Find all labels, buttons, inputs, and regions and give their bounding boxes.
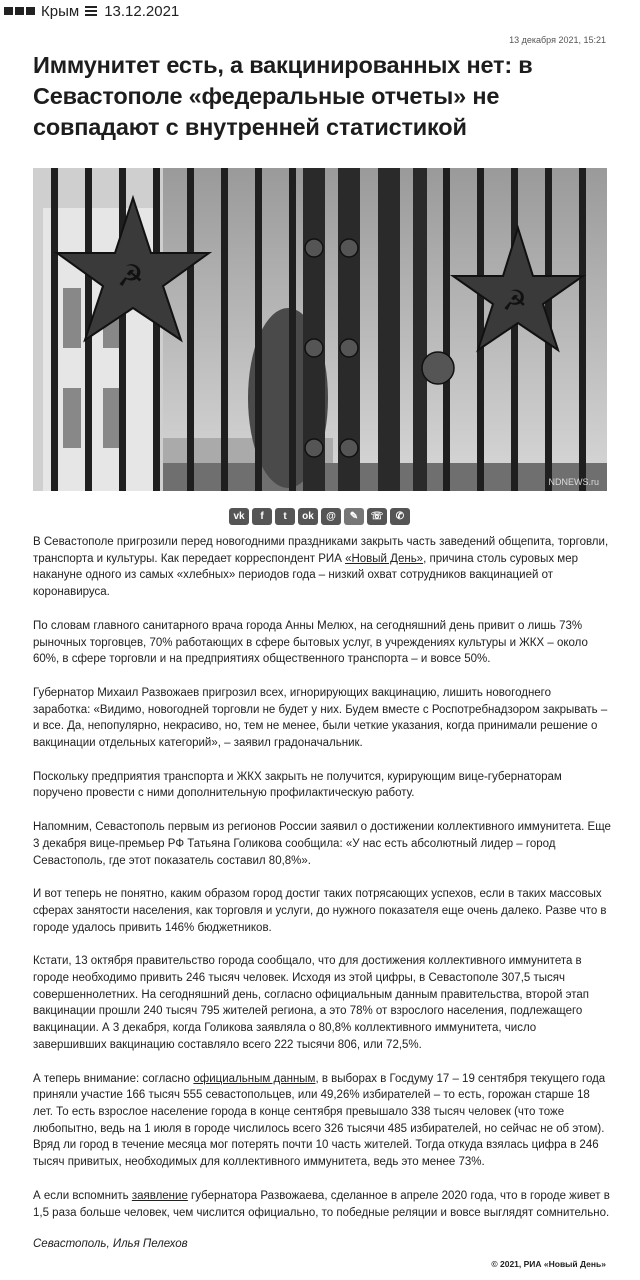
article-title: Иммунитет есть, а вакцинированных нет: в Севастополе «федеральные отчеты» не совпадают с внутренней статистикой [33, 52, 533, 140]
share-bar [229, 508, 410, 525]
whatsapp-share-icon[interactable]: ☏ [367, 508, 387, 525]
article-photo [33, 168, 607, 491]
paragraph-7: Кстати, 13 октября правительство города сообщало, что для достижения коллективного иммунитета в городе необходимо привить 246 тысяч человек. Исходя из этой цифры, в Севастополе 307,5 тысяч совершеннолетних. На сегодняшний день, согласно официальным данным правительства, второй этап вакцинации прошли 240 тысяч 795 жителей региона, а это 78% от взрослого населения, подлежащего вакцинации. А 3 декабря, когда Голикова заявляла о 80,8% коллективного иммунитета, число завершивших вакцинацию составляло всего 222 тысячи 806, или 72,5%. [33, 955, 589, 1051]
svg-text:☭: ☭ [502, 284, 528, 317]
logo-squares-icon[interactable] [4, 7, 35, 15]
footer-copyright: © 2021, РИА «Новый День» [491, 1259, 606, 1269]
novyi-den-link[interactable]: «Новый День» [345, 552, 424, 565]
vk-share-icon[interactable]: vk [229, 508, 249, 525]
twitter-share-icon[interactable]: t [275, 508, 295, 525]
paragraph-2: По словам главного санитарного врача города Анны Мелюх, на сегодняшний день привит о лишь 73% рыночных торговцев, 70% работающих в сфере бытовых услуг, в учреждениях культуры и ЖКХ – около 60%, в сфере торговли и на предприятиях общественного транспорта – и вовсе 50%. [33, 619, 588, 666]
svg-text:☭: ☭ [117, 259, 144, 294]
article-signature: Севастополь, Илья Пелехов [33, 1238, 188, 1251]
statement-link[interactable]: заявление [131, 1189, 188, 1202]
top-bar [0, 0, 640, 22]
photo-watermark: NDNEWS.ru [548, 477, 599, 487]
paragraph-9: А если вспомнить заявление губернатора Развожаева, сделанное в апреле 2020 года, что в городе живет в 1,5 раза больше человек, чем числится официально, то победные реляции и вовсе выглядят сомнительно. [33, 1189, 610, 1219]
livejournal-share-icon[interactable]: ✎ [344, 508, 364, 525]
paragraph-5: Напомним, Севастополь первым из регионов России заявил о достижении коллективного иммунитета. Еще 3 декабря вице-премьер РФ Татьяна Голикова сообщила: «У нас есть абсолютный лидер – город Севастополь, где этот показатель составил 80,8%». [33, 821, 611, 867]
paragraph-1: В Севастополе пригрозили перед новогодними праздниками закрыть часть заведений общепита, торговли, транспорта и культуры. Как передает корреспондент РИА «Новый День», причина столь суровых мер накануне одного из самых «хлебных» периодов года – низкий охват сотрудников вакцинацией от коронавируса. [33, 536, 609, 599]
viber-share-icon[interactable]: ✆ [390, 508, 410, 525]
paragraph-6: И вот теперь не понятно, каким образом город достиг таких потрясающих успехов, если в таких массовых сферах занятости населения, как торговля и услуги, до нужного показателя еще очень далеко. Разве что в городе удалось привить 146% бюджетников. [33, 888, 607, 934]
facebook-share-icon[interactable]: f [252, 508, 272, 525]
paragraph-4: Поскольку предприятия транспорта и ЖКХ закрыть не получится, курирующим вице-губернаторам поручено провести с ними дополнительную профилактическую работу. [33, 770, 562, 800]
paragraph-3: Губернатор Михаил Развожаев пригрозил всех, игнорирующих вакцинацию, лишить новогоднего заработка: «Видимо, новогодней торговли не будет у них. Будем вместе с Роспотребнадзором закрывать – и все. Да, непопулярно, некрасиво, но, тем не менее, были четкие указания, когда принимали решение о вакцинации отдельных категорий», – заявил градоначальник. [33, 686, 608, 750]
moimir-share-icon[interactable]: @ [321, 508, 341, 525]
menu-icon[interactable] [85, 6, 97, 16]
region-label[interactable]: Крым [41, 2, 80, 20]
paragraph-8: А теперь внимание: согласно официальным данным, в выборах в Госдуму 17 – 19 сентября текущего года приняли участие 166 тысяч 555 севастопольцев, или 49,26% избирателей – то есть, горожан старше 18 лет. То есть взрослое население города в конце сентября превышало 338 тысяч человек (что тоже любопытно, ведь на 1 июля в городе числилось всего 326 тысячи 485 избирателей, но сейчас не об этом). Вряд ли город в течение месяца мог потерять почти 10 часть жителей. Тогда откуда взялась цифра в 246 тысяч привитых, необходимых для коллективного иммунитета, ведь это менее 73%. [33, 1072, 606, 1169]
article-datetime: 13 декабря 2021, 15:21 [509, 35, 606, 45]
odnoklassniki-share-icon[interactable]: ok [298, 508, 318, 525]
top-date: 13.12.2021 [104, 2, 180, 20]
official-data-link[interactable]: официальным данным [193, 1072, 316, 1085]
gate-photo-illustration [33, 168, 607, 491]
article-body [33, 534, 611, 1270]
